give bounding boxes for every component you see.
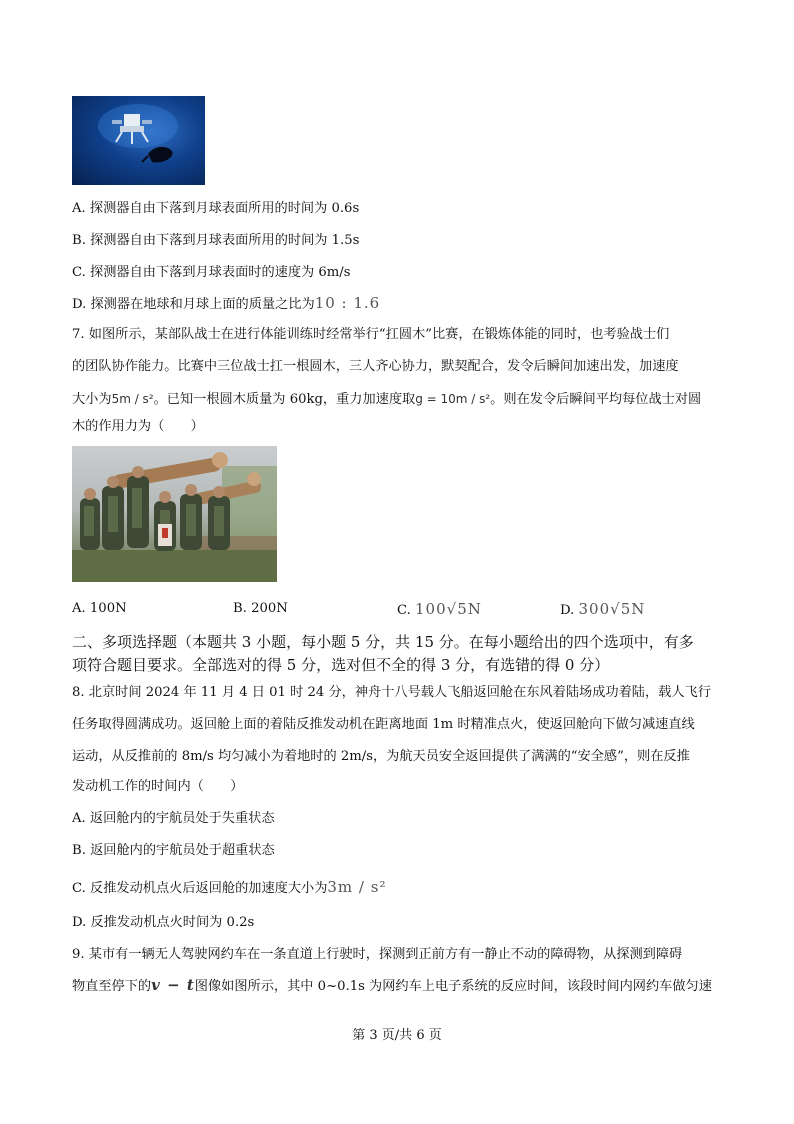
q7-accel-value: 5m / s² <box>111 392 154 406</box>
q8-option-c-text: C. 反推发动机点火后返回舱的加速度大小为 <box>72 881 328 896</box>
q7-option-a: A. 100N <box>72 601 127 616</box>
q6-option-c: C. 探测器自由下落到月球表面时的速度为 6m/s <box>72 265 351 280</box>
q8-option-b: B. 返回舱内的宇航员处于超重状态 <box>72 843 275 858</box>
q7-gravity-value: g = 10m / s² <box>415 392 491 406</box>
q7-option-c-label: C. <box>397 603 416 618</box>
q8-option-c <box>72 878 386 898</box>
q7-option-d-label: D. <box>560 603 579 618</box>
q8-stem-line3: 运动，从反推前的 8m/s 均匀减小为着地时的 2m/s，为航天员安全返回提供了满满的“安全感”，则在反推 <box>72 749 690 764</box>
section-2-heading-line1: 二、多项选择题（本题共 3 小题，每小题 5 分，共 15 分。在每小题给出的四个选项中，有多 <box>72 633 694 651</box>
q6-option-b: B. 探测器自由下落到月球表面所用的时间为 1.5s <box>72 233 360 248</box>
q9-stem-line1: 9. 某市有一辆无人驾驶网约车在一条直道上行驶时，探测到正前方有一静止不动的障碍物，从探测到障碍 <box>72 947 683 962</box>
q6-option-d <box>72 294 380 314</box>
q7-option-c-value: 100√5N <box>415 600 482 618</box>
q7-option-d <box>560 600 645 620</box>
q8-stem-line4: 发动机工作的时间内（ ） <box>72 779 244 794</box>
q9-line2-b: 图像如图所示，其中 0~0.1s 为网约车上电子系统的反应时间，该段时间内网约车做匀速 <box>194 979 712 994</box>
q7-option-d-value: 300√5N <box>578 600 646 618</box>
q9-vt-symbol: v − t <box>151 976 195 994</box>
q8-stem-line1: 8. 北京时间 2024 年 11 月 4 日 01 时 24 分，神舟十八号载人飞船返回舱在东风着陆场成功着陆，载人飞行 <box>72 685 711 700</box>
q7-stem-line4: 木的作用力为（ ） <box>72 419 204 434</box>
q7-stem-line1: 7. 如图所示，某部队战士在进行体能训练时经常举行“扛圆木”比赛，在锻炼体能的同时，也考验战士们 <box>72 327 670 342</box>
q9-line2-a: 物直至停下的 <box>72 979 152 994</box>
q7-option-c <box>397 600 482 620</box>
lunar-probe-photo <box>72 96 205 185</box>
q7-line3-b: 。已知一根圆木质量为 60kg，重力加速度取 <box>153 392 416 407</box>
q7-line3-c: 。则在发令后瞬间平均每位战士对圆 <box>490 392 702 407</box>
q8-stem-line2: 任务取得圆满成功。返回舱上面的着陆反推发动机在距离地面 1m 时精准点火，使返回舱向下做匀减速直线 <box>72 717 695 732</box>
q6-option-d-text: D. 探测器在地球和月球上面的质量之比为 <box>72 297 315 312</box>
soldiers-log-illustration <box>72 446 277 582</box>
lunar-probe-illustration <box>72 96 205 185</box>
q7-option-b: B. 200N <box>233 601 288 616</box>
soldiers-log-photo <box>72 446 277 582</box>
q7-stem-line3 <box>72 390 701 409</box>
q9-stem-line2 <box>72 976 712 996</box>
probe-shadow <box>148 147 173 163</box>
q8-option-a: A. 返回舱内的宇航员处于失重状态 <box>72 811 275 826</box>
section-2-heading-line2: 项符合题目要求。全部选对的得 5 分，选对但不全的得 3 分，有选错的得 0 分） <box>72 656 610 674</box>
q6-option-d-ratio: 10 : 1.6 <box>314 294 381 312</box>
q8-option-c-value: 3m / s² <box>327 878 387 896</box>
q8-option-d: D. 反推发动机点火时间为 0.2s <box>72 915 255 930</box>
q7-stem-line2: 的团队协作能力。比赛中三位战士扛一根圆木，三人齐心协力，默契配合，发令后瞬间加速出发，加速度 <box>72 359 679 374</box>
q6-option-a: A. 探测器自由下落到月球表面所用的时间为 0.6s <box>72 201 360 216</box>
page-footer: 第 3 页/共 6 页 <box>352 1028 442 1043</box>
q7-line3-a: 大小为 <box>72 392 112 407</box>
